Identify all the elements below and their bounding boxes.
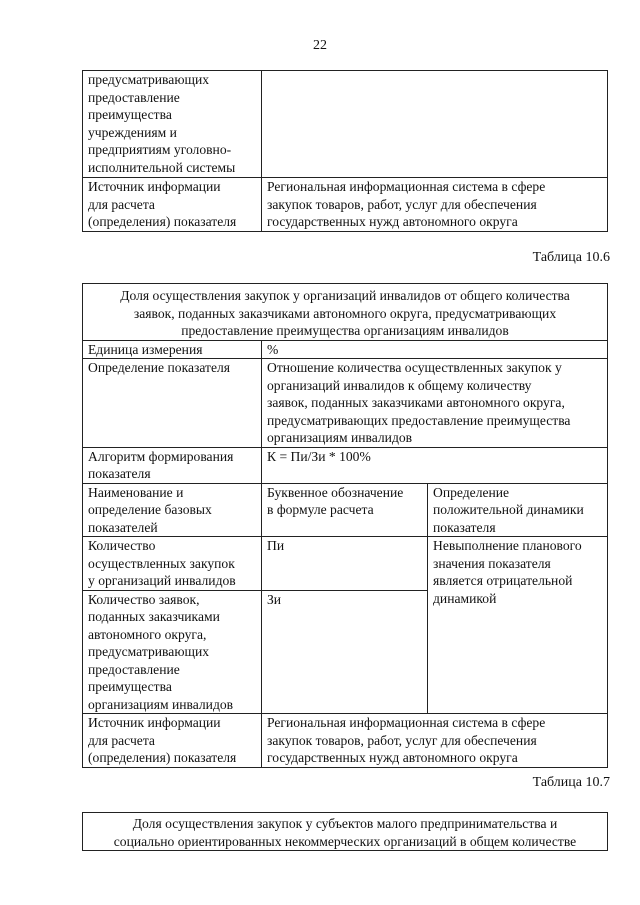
cell-empty [262, 71, 608, 178]
cell-base-symbol-header: Буквенное обозначение в формуле расчета [262, 483, 428, 537]
cell-indicator1-symbol: Пи [262, 537, 428, 591]
cell-algorithm-formula: К = Пи/Зи * 100% [262, 447, 608, 483]
cell-source-label: Источник информации для расчета (определения) показателя [83, 178, 262, 232]
page-number: 22 [313, 38, 327, 53]
cell-base-label: Наименование и определение базовых показателей [83, 483, 262, 537]
cell-source-value: Региональная информационная система в сфере закупок товаров, работ, услуг для обеспечения государственных нужд автономного округа [262, 178, 608, 232]
table-10-6 [82, 283, 608, 768]
cell-source-label-10-6: Источник информации для расчета (определения) показателя [83, 714, 262, 768]
cell-unit-label: Единица измерения [83, 340, 262, 359]
cell-restriction-text: предусматривающих предоставление преимущества учреждениям и предприятиям уголовно- исполнительной системы [83, 71, 262, 178]
cell-definition-value: Отношение количества осуществленных закупок у организаций инвалидов к общему количеству заявок, поданных заказчиками автономного округа, предусматривающих предоставление преимущества организациям инвалидов [262, 359, 608, 448]
cell-source-value-10-6: Региональная информационная система в сфере закупок товаров, работ, услуг для обеспечения государственных нужд автономного округа [262, 714, 608, 768]
table-10-7 [82, 812, 608, 851]
caption-table-10-7: Таблица 10.7 [532, 775, 610, 790]
cell-definition-label: Определение показателя [83, 359, 262, 448]
cell-indicator1-label: Количество осуществленных закупок у организаций инвалидов [83, 537, 262, 591]
table-10-6-header: Доля осуществления закупок у организаций инвалидов от общего количества заявок, поданных заказчиками автономного округа, предусматривающих предоставление преимущества организациям инвалидов [83, 284, 608, 341]
table-continuation [82, 70, 608, 232]
cell-base-dynamics-header: Определение положительной динамики показателя [428, 483, 608, 537]
cell-indicator2-symbol: Зи [262, 590, 428, 714]
cell-indicator2-label: Количество заявок, поданных заказчиками автономного округа, предусматривающих предоставление преимущества организациям инвалидов [83, 590, 262, 714]
cell-algorithm-label: Алгоритм формирования показателя [83, 447, 262, 483]
cell-unit-value: % [262, 340, 608, 359]
caption-table-10-6: Таблица 10.6 [532, 250, 610, 265]
table-10-7-header: Доля осуществления закупок у субъектов малого предпринимательства и социально ориентированных некоммерческих организаций в общем количестве [83, 813, 608, 851]
cell-dynamics-text: Невыполнение планового значения показателя является отрицательной динамикой [428, 537, 608, 714]
